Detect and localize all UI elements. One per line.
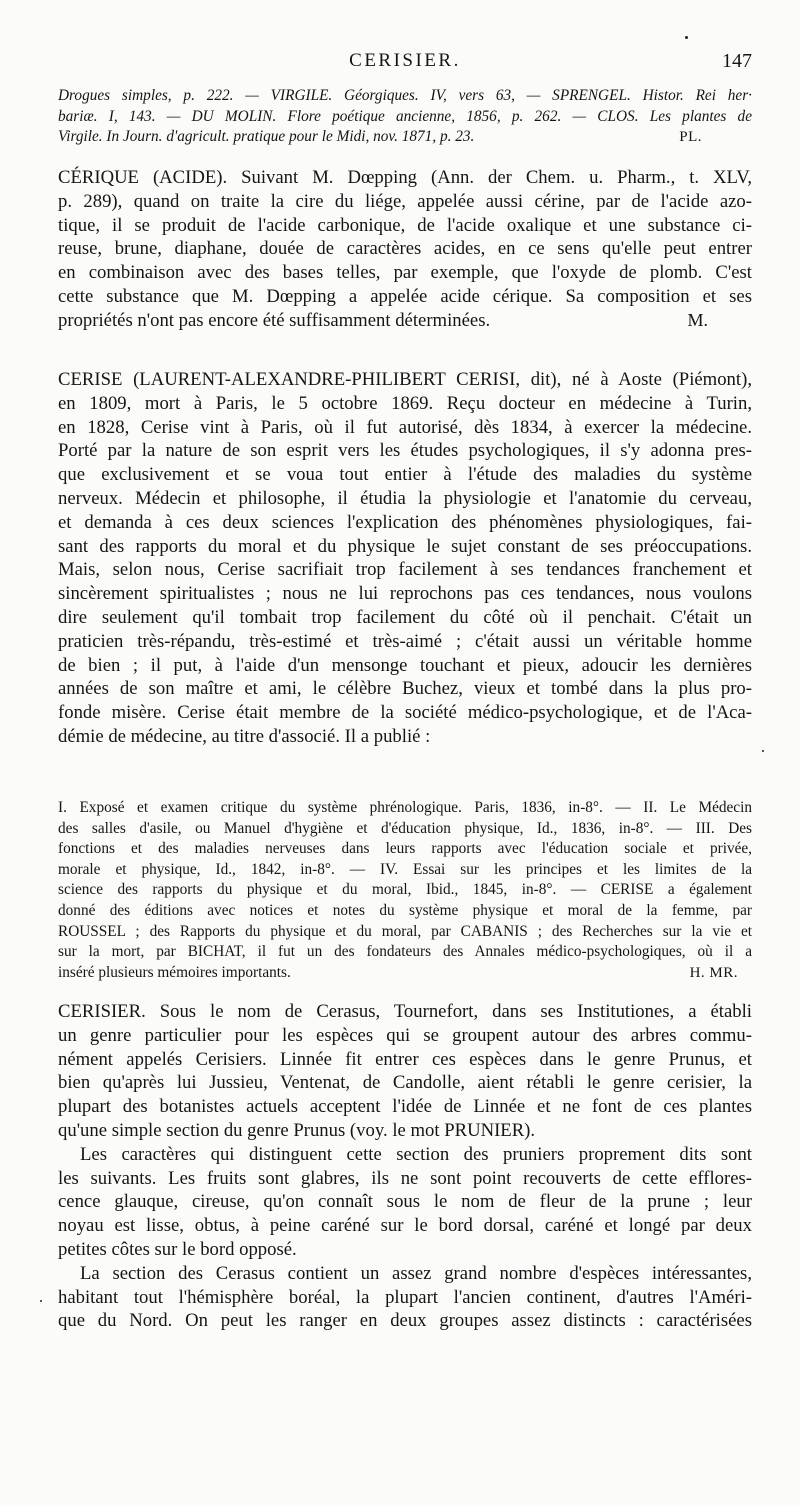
text-line: de bien ; il put, à l'aide d'un mensonge touchant et pieux, adoucir les dernières — [58, 654, 752, 676]
text-line: que exclusivement et se voua tout entier à l'étude des maladies du système — [58, 464, 752, 486]
text-line: démie de médecine, au titre d'associé. Il a publié : — [58, 725, 431, 747]
text-line: bariæ. I, 143. — DU MOLIN. Flore poétique ancienne, 1856, p. 262. — CLOS. Les plantes de — [58, 107, 752, 125]
article-heading-line: CERISIER. Sous le nom de Cerasus, Tournefort, dans ses Institutiones, a établi — [58, 1001, 752, 1022]
text-line: habitant tout l'hémisphère boréal, la plupart l'ancien continent, d'autres l'Améri- — [58, 1286, 752, 1308]
text-line: les suivants. Les fruits sont glabres, ils ne sont point recouverts de cette efflores- — [58, 1167, 752, 1189]
text-line: que du Nord. On peut les ranger en deux groupes assez distincts : caractérisées — [58, 1310, 752, 1332]
reference-block — [58, 86, 752, 148]
article-cerique — [58, 166, 752, 333]
running-head: CERISIER. — [349, 50, 461, 71]
text-line: fonde misère. Cerise était membre de la société médico-psychologique, et de l'Aca- — [58, 702, 752, 724]
text-line: cence glauque, cireuse, qu'on connaît sous le nom de fleur de la prune ; leur — [58, 1191, 752, 1213]
print-speck — [762, 750, 764, 752]
text-line: cette substance que M. Dœpping a appelée acide cérique. Sa composition et ses — [58, 285, 752, 307]
text-line: tique, il se produit de l'acide carbonique, de l'acide oxalique et une substance ci- — [58, 214, 752, 236]
text-line: La section des Cerasus contient un assez grand nombre d'espèces intéressantes, — [80, 1262, 752, 1284]
text-line: morale et physique, Id., 1842, in-8°. — IV. Essai sur les principes et les limites de la — [58, 860, 752, 878]
text-line: en 1809, mort à Paris, le 5 octobre 1869. Reçu docteur en médecine à Turin, — [58, 392, 752, 414]
text-line: Mais, selon nous, Cerise sacrifiait trop facilement à ses tendances franchement et — [58, 559, 752, 581]
text-line: qu'une simple section du genre Prunus (voy. le mot PRUNIER). — [58, 1119, 536, 1141]
text-line: noyau est lisse, obtus, à peine caréné sur le bord dorsal, caréné et longé par deux — [58, 1215, 752, 1237]
article-heading-line: CÉRIQUE (ACIDE). Suivant M. Dœpping (Ann. der Chem. u. Pharm., t. XLV, — [58, 167, 752, 188]
page-header — [58, 50, 752, 82]
text-line: science des rapports du physique et du moral, Ibid., 1845, in-8°. — CERISE a également — [58, 881, 752, 899]
text-line: Drogues simples, p. 222. — VIRGILE. Géorgiques. IV, vers 63, — SPRENGEL. Histor. Rei her· — [58, 87, 752, 104]
text-line: Les caractères qui distinguent cette section des pruniers proprement dits sont — [80, 1143, 752, 1165]
text-line: et demanda à ces deux sciences l'explication des phénomènes physiologiques, fai- — [58, 511, 752, 533]
text-line — [58, 963, 752, 984]
article-heading-line: CERISE (LAURENT-ALEXANDRE-PHILIBERT CERISI, dit), né à Aoste (Piémont), — [58, 369, 752, 390]
text-line: nément appelés Cerisiers. Linnée fit entrer ces espèces dans le genre Prunus, et — [58, 1048, 752, 1070]
text-line: fonctions et des maladies nerveuses dans leurs rapports avec l'éducation sociale et privée, — [58, 840, 752, 858]
author-signature: H. MR. — [689, 964, 738, 981]
article-cerisier — [58, 1000, 752, 1333]
cerise-works-list — [58, 798, 752, 983]
text-line: un genre particulier pour les espèces qui se groupent autour des arbres commu- — [58, 1024, 752, 1046]
text-line: Porté par la nature de son esprit vers les études psychologiques, il s'y adonna pres- — [58, 440, 752, 462]
author-signature: M. — [687, 309, 708, 330]
text-line: en combinaison avec des bases telles, par exemple, que l'oxyde de plomb. C'est — [58, 262, 752, 284]
text-line-content: propriétés n'ont pas encore été suffisamment déterminées. — [58, 309, 491, 331]
print-speck — [40, 1300, 42, 1302]
text-line-content: inséré plusieurs mémoires importants. — [58, 963, 291, 981]
text-line — [58, 127, 752, 148]
text-line — [58, 309, 752, 333]
print-speck — [685, 36, 688, 39]
text-line: I. Exposé et examen critique du système phrénologique. Paris, 1836, in-8°. — II. Le Médecin — [58, 799, 752, 816]
author-signature: PL. — [679, 129, 702, 146]
text-line: praticien très-répandu, très-estimé et très-aimé ; c'était aussi un véritable homme — [58, 630, 752, 652]
text-line: sincèrement spiritualistes ; nous ne lui reprochons pas ces tendances, nous voulons — [58, 583, 752, 605]
text-line: sur la mort, par BICHAT, il fut un des fondateurs des Annales médico-psychologiques, où il a — [58, 943, 752, 961]
text-line: en 1828, Cerise vint à Paris, où il fut autorisé, dès 1834, à exercer la médecine. — [58, 416, 752, 438]
text-line: nerveux. Médecin et philosophe, il étudia la physiologie et l'anatomie du cerveau, — [58, 487, 752, 509]
text-line: reuse, brune, diaphane, douée de caractères acides, en ce sens qu'elle peut entrer — [58, 238, 752, 260]
text-line: donné des éditions avec notices et notes du système physique et moral de la femme, par — [58, 901, 752, 919]
text-line: petites côtes sur le bord opposé. — [58, 1238, 297, 1260]
text-line-content: Virgile. In Journ. d'agricult. pratique pour le Midi, nov. 1871, p. 23. — [58, 128, 475, 146]
article-cerise — [58, 368, 752, 749]
page-number: 147 — [722, 50, 752, 72]
text-line: bien qu'après lui Jussieu, Ventenat, de Candolle, aient rétabli le genre cerisier, la — [58, 1072, 752, 1094]
text-line: p. 289), quand on traite la cire du liége, appelée aussi cérine, par de l'acide azo- — [58, 190, 752, 212]
text-line: ROUSSEL ; des Rapports du physique et du moral, par CABANIS ; des Recherches sur la vie et — [58, 922, 752, 940]
text-line: sant des rapports du moral et du physique le sujet constant de ses préoccupations. — [58, 535, 752, 557]
text-line: années de son maître et ami, le célèbre Buchez, vieux et tombé dans la plus pro- — [58, 678, 752, 700]
text-line: des salles d'asile, ou Manuel d'hygiène et d'éducation physique, Id., 1836, in-8°. — III. Des — [58, 819, 752, 837]
text-line: plupart des botanistes actuels acceptent l'idée de Linnée et ne font de ces plantes — [58, 1096, 752, 1118]
text-line: dire seulement qu'il tombait trop facilement du côté où il penchait. C'était un — [58, 606, 752, 628]
